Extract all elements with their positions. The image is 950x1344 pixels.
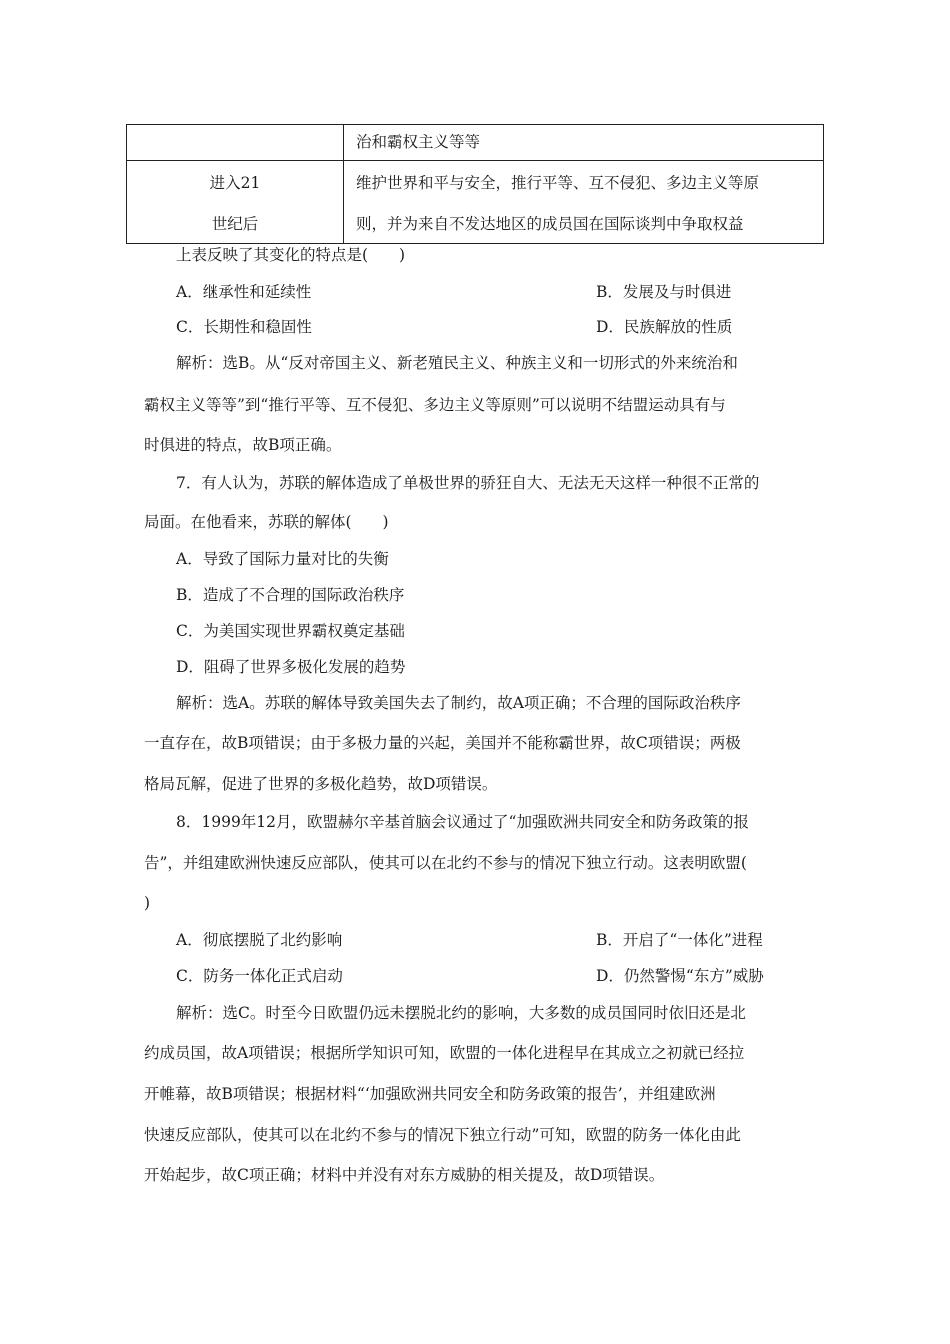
option-c: C．长期性和稳固性 [176,318,312,336]
analysis-line: 霸权主义等等”到“推行平等、互不侵犯、多边主义等原则”可以说明不结盟运动具有与 [144,396,726,414]
analysis-line: 解析：选A。苏联的解体导致美国失去了制约，故A项正确；不合理的国际政治秩序 [176,694,741,712]
option-c: C．防务一体化正式启动 [176,967,343,985]
analysis-line: 解析：选C。时至今日欧盟仍远未摆脱北约的影响，大多数的成员国同时依旧还是北 [176,1004,746,1022]
question-stem: 局面。在他看来，苏联的解体( ) [144,513,389,531]
question-stem: ) [144,894,151,912]
option-d: D．阻碍了世界多极化发展的趋势 [176,658,406,676]
question-stem: 7．有人认为，苏联的解体造成了单极世界的骄狂自大、无法无天这样一种很不正常的 [176,474,760,492]
table-row [127,125,824,161]
table-row [127,161,824,244]
option-b: B．发展及与时俱进 [596,283,732,301]
table-cell-content: 治和霸权主义等等 [344,125,824,161]
question-stem: 8．1999年12月，欧盟赫尔辛基首脑会议通过了“加强欧洲共同安全和防务政策的报 [176,813,749,831]
question-stem: 上表反映了其变化的特点是( ) [176,246,406,264]
question-stem: 告”，并组建欧洲快速反应部队，使其可以在北约不参与的情况下独立行动。这表明欧盟( [144,854,747,872]
option-a: A．导致了国际力量对比的失衡 [176,550,389,568]
analysis-line: 开帷幕，故B项错误；根据材料“‘加强欧洲共同安全和防务政策的报告’，并组建欧洲 [144,1085,716,1103]
comparison-table [126,124,824,244]
table-cell-era: 进入21 世纪后 [127,161,344,244]
option-d: D．民族解放的性质 [596,318,733,336]
option-b: B．开启了“一体化”进程 [596,931,763,949]
analysis-line: 快速反应部队，使其可以在北约不参与的情况下独立行动”可知，欧盟的防务一体化由此 [144,1126,741,1144]
analysis-line: 开始起步，故C项正确；材料中并没有对东方威胁的相关提及，故D项错误。 [144,1166,665,1184]
analysis-line: 解析：选B。从“反对帝国主义、新老殖民主义、种族主义和一切形式的外来统治和 [176,354,738,372]
table-cell-era [127,125,344,161]
analysis-line: 时俱进的特点，故B项正确。 [144,436,342,454]
analysis-line: 格局瓦解，促进了世界的多极化趋势，故D项错误。 [144,775,498,793]
option-a: A．彻底摆脱了北约影响 [176,931,343,949]
analysis-line: 约成员国，故A项错误；根据所学知识可知，欧盟的一体化进程早在其成立之初就已经拉 [144,1044,745,1062]
option-b: B．造成了不合理的国际政治秩序 [176,586,405,604]
option-c: C．为美国实现世界霸权奠定基础 [176,622,405,640]
analysis-line: 一直存在，故B项错误；由于多极力量的兴起，美国并不能称霸世界，故C项错误；两极 [144,734,741,752]
table-cell-content: 维护世界和平与安全，推行平等、互不侵犯、多边主义等原 则，并为来自不发达地区的成员国在国际谈判中争取权益 [344,161,824,244]
option-a: A．继承性和延续性 [176,283,312,301]
option-d: D．仍然警惕“东方”威胁 [596,967,764,985]
